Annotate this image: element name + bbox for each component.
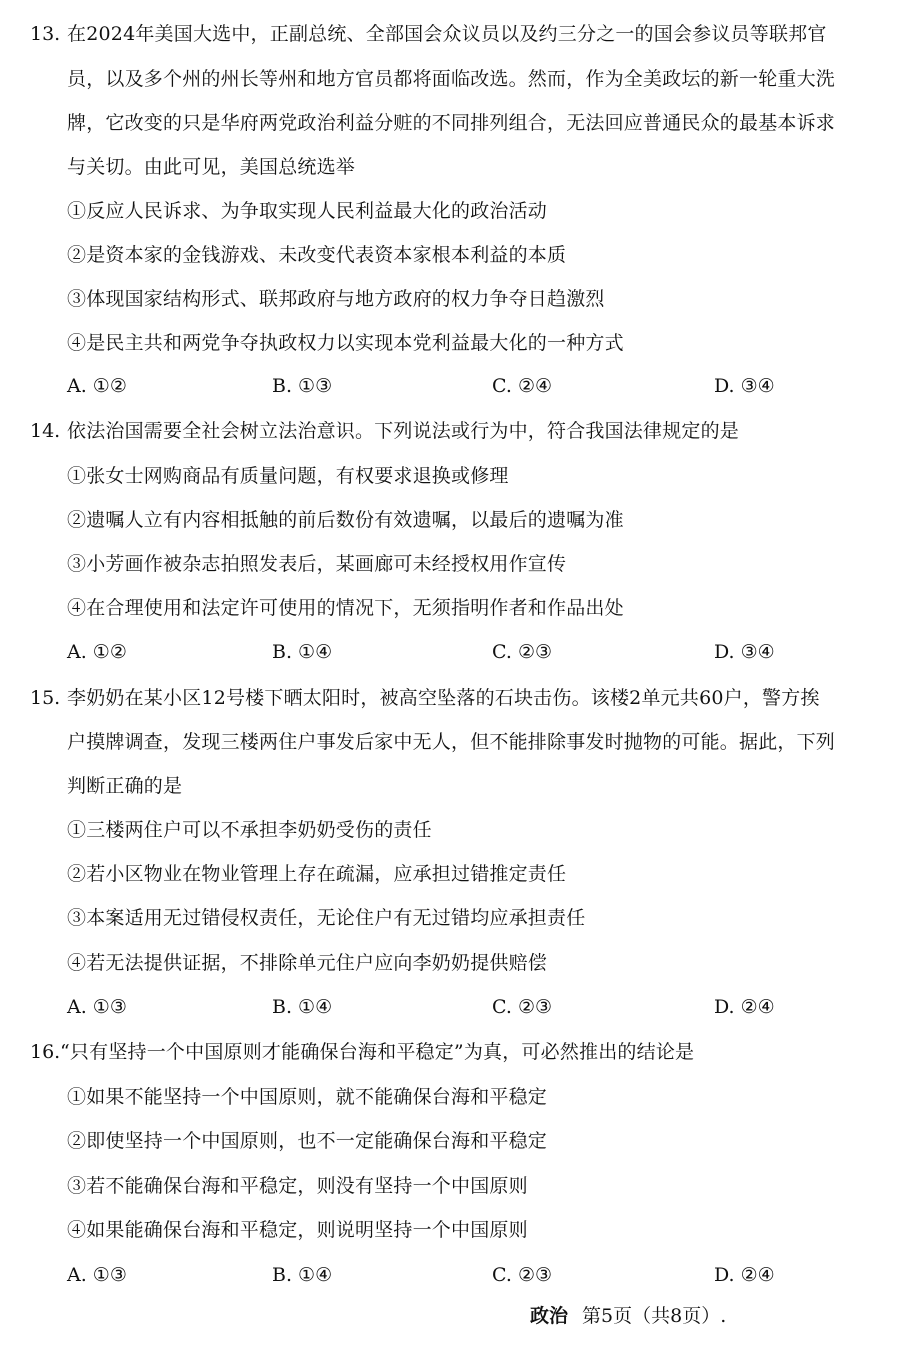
answer-choice-d: D. ③④ <box>714 641 775 663</box>
option-statement: ③若不能确保台海和平稳定，则没有坚持一个中国原则 <box>67 1175 528 1197</box>
answer-choice-c: C. ②④ <box>492 375 553 397</box>
answer-choice-a: A. ①③ <box>67 1264 127 1286</box>
option-statement: ④若无法提供证据，不排除单元住户应向李奶奶提供赔偿 <box>67 952 548 974</box>
subject-label: 政治 <box>530 1305 569 1327</box>
option-statement: ①三楼两住户可以不承担李奶奶受伤的责任 <box>67 819 432 841</box>
option-statement: ③本案适用无过错侵权责任，无论住户有无过错均应承担责任 <box>67 907 586 929</box>
question-stem-line: 依法治国需要全社会树立法治意识。下列说法或行为中，符合我国法律规定的是 <box>67 420 740 442</box>
option-statement: ④如果能确保台海和平稳定，则说明坚持一个中国原则 <box>67 1219 528 1241</box>
question-stem-line: 判断正确的是 <box>67 775 183 797</box>
question-stem-line: 户摸牌调查，发现三楼两住户事发后家中无人，但不能排除事发时抛物的可能。据此，下列 <box>67 731 836 753</box>
answer-choice-b: B. ①④ <box>272 641 333 663</box>
answer-choice-b: B. ①④ <box>272 996 333 1018</box>
option-statement: ③体现国家结构形式、联邦政府与地方政府的权力争夺日趋激烈 <box>67 288 605 310</box>
answer-choice-c: C. ②③ <box>492 1264 553 1286</box>
answer-choice-c: C. ②③ <box>492 996 553 1018</box>
answer-choice-c: C. ②③ <box>492 641 553 663</box>
option-statement: ①如果不能坚持一个中国原则，就不能确保台海和平稳定 <box>67 1086 548 1108</box>
option-statement: ②遗嘱人立有内容相抵触的前后数份有效遗嘱，以最后的遗嘱为准 <box>67 509 624 531</box>
option-statement: ②即使坚持一个中国原则，也不一定能确保台海和平稳定 <box>67 1130 548 1152</box>
question-number: 14. <box>30 420 61 442</box>
option-statement: ③小芳画作被杂志拍照发表后，某画廊可未经授权用作宣传 <box>67 553 567 575</box>
question-number: 15. <box>30 687 61 709</box>
question-stem-line: 牌，它改变的只是华府两党政治利益分赃的不同排列组合，无法回应普通民众的最基本诉求 <box>67 112 836 134</box>
option-statement: ①张女士网购商品有质量问题，有权要求退换或修理 <box>67 465 509 487</box>
answer-choice-a: A. ①③ <box>67 996 127 1018</box>
answer-choice-b: B. ①④ <box>272 1264 333 1286</box>
answer-choice-b: B. ①③ <box>272 375 333 397</box>
question-number: 13. <box>30 23 61 45</box>
answer-choice-d: D. ③④ <box>714 375 775 397</box>
answer-choice-a: A. ①② <box>67 375 127 397</box>
page-footer <box>530 1304 726 1328</box>
option-statement: ④在合理使用和法定许可使用的情况下，无须指明作者和作品出处 <box>67 597 624 619</box>
page-number: 第5页（共8页）. <box>582 1305 727 1327</box>
option-statement: ②若小区物业在物业管理上存在疏漏，应承担过错推定责任 <box>67 863 567 885</box>
question-stem-line: 在2024年美国大选中，正副总统、全部国会众议员以及约三分之一的国会参议员等联邦官 <box>67 23 827 45</box>
answer-choice-d: D. ②④ <box>714 996 775 1018</box>
answer-choice-d: D. ②④ <box>714 1264 775 1286</box>
question-number: 16. <box>30 1041 61 1063</box>
option-statement: ①反应人民诉求、为争取实现人民利益最大化的政治活动 <box>67 200 548 222</box>
question-stem-line: 员，以及多个州的州长等州和地方官员都将面临改选。然而，作为全美政坛的新一轮重大洗 <box>67 68 836 90</box>
answer-choice-a: A. ①② <box>67 641 127 663</box>
question-stem-line: 与关切。由此可见，美国总统选举 <box>67 156 356 178</box>
question-stem-line: 李奶奶在某小区12号楼下晒太阳时，被高空坠落的石块击伤。该楼2单元共60户，警方挨 <box>67 687 820 709</box>
option-statement: ②是资本家的金钱游戏、未改变代表资本家根本利益的本质 <box>67 244 567 266</box>
question-stem-line: “只有坚持一个中国原则才能确保台海和平稳定”为真，可必然推出的结论是 <box>60 1041 695 1063</box>
option-statement: ④是民主共和两党争夺执政权力以实现本党利益最大化的一种方式 <box>67 332 624 354</box>
